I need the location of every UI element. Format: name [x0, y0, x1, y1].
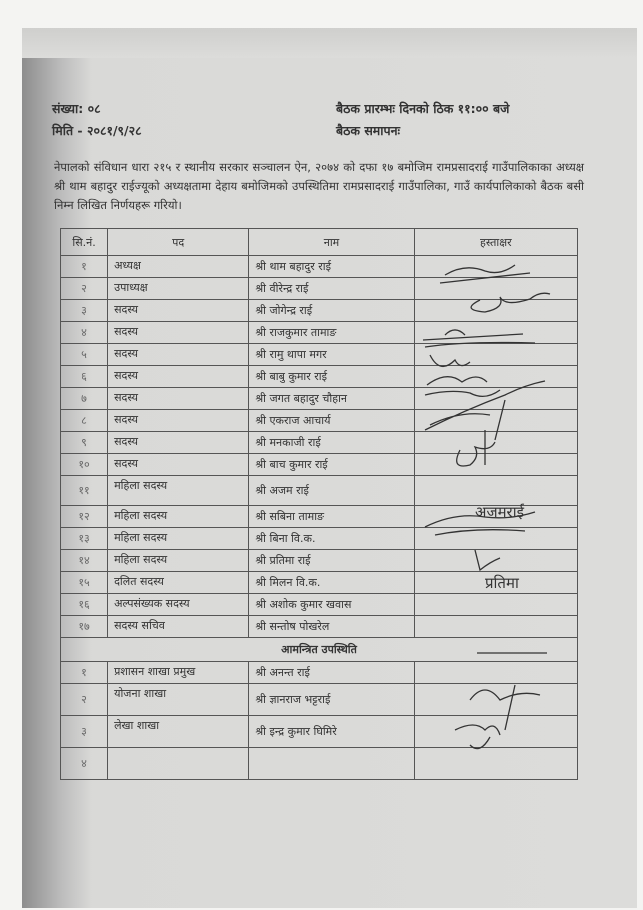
name-cell: श्री वीरेन्द्र राई [249, 278, 414, 300]
name-cell: श्री मनकाजी राई [249, 432, 414, 454]
table-row [61, 454, 578, 476]
table-row [61, 300, 578, 322]
name-cell: श्री सबिना तामाङ [249, 506, 414, 528]
position-cell: सदस्य [108, 300, 249, 322]
signature-cell [414, 300, 577, 322]
serial-cell: १० [61, 454, 108, 476]
position-cell: महिला सदस्य [108, 528, 249, 550]
serial-cell: ४ [61, 748, 108, 780]
table-row [61, 476, 578, 506]
table-row [61, 716, 578, 748]
name-cell: श्री बिना वि.क. [249, 528, 414, 550]
signature-cell [414, 278, 577, 300]
table-row [61, 550, 578, 572]
meeting-start: बैठक प्रारम्भः दिनको ठिक ११:०० बजे [336, 101, 510, 116]
table-row [61, 662, 578, 684]
name-cell: श्री इन्द्र कुमार घिमिरे [249, 716, 414, 748]
table-row [61, 572, 578, 594]
name-cell: श्री अनन्त राई [249, 662, 414, 684]
serial-cell: ८ [61, 410, 108, 432]
signature-cell [414, 528, 577, 550]
position-cell: योजना शाखा [108, 684, 249, 716]
table-row [61, 410, 578, 432]
table-row [61, 506, 578, 528]
signature-cell [414, 366, 577, 388]
serial-cell: ५ [61, 344, 108, 366]
signature-cell [414, 506, 577, 528]
signature-text-11: अजमराई [475, 503, 524, 521]
serial-cell: ७ [61, 388, 108, 410]
position-cell: अध्यक्ष [108, 256, 249, 278]
name-cell: श्री जोगेन्द्र राई [249, 300, 414, 322]
position-cell [108, 748, 249, 780]
name-cell [249, 748, 414, 780]
name-cell: श्री जगत बहादुर चौहान [249, 388, 414, 410]
signature-cell [414, 550, 577, 572]
position-cell: सदस्य [108, 322, 249, 344]
serial-cell: १२ [61, 506, 108, 528]
meeting-end: बैठक समापनः [336, 123, 401, 138]
serial-cell: १७ [61, 616, 108, 638]
signature-cell [414, 344, 577, 366]
table-row [61, 528, 578, 550]
signature-cell [414, 410, 577, 432]
name-cell: श्री थाम बहादुर राई [249, 256, 414, 278]
meeting-number: संख्या: ०८ [52, 101, 101, 116]
serial-cell: १५ [61, 572, 108, 594]
table-row [61, 344, 578, 366]
signature-cell [414, 572, 577, 594]
table-row [61, 278, 578, 300]
col-serial: सि.नं. [61, 229, 108, 256]
position-cell: महिला सदस्य [108, 550, 249, 572]
signature-cell [414, 256, 577, 278]
name-cell: श्री बाच कुमार राई [249, 454, 414, 476]
table-row [61, 256, 578, 278]
serial-cell: १ [61, 256, 108, 278]
signature-cell [414, 322, 577, 344]
meeting-date: मिति - २०८१/९/२८ [52, 123, 142, 138]
serial-cell: १६ [61, 594, 108, 616]
serial-cell: २ [61, 684, 108, 716]
position-cell: सदस्य [108, 388, 249, 410]
position-cell: महिला सदस्य [108, 506, 249, 528]
name-cell: श्री अजम राई [249, 476, 414, 506]
invited-section-title: आमन्त्रित उपस्थिति [61, 638, 578, 662]
signature-cell [414, 716, 577, 748]
section-row [61, 638, 578, 662]
name-cell: श्री रामु थापा मगर [249, 344, 414, 366]
position-cell: दलित सदस्य [108, 572, 249, 594]
col-position: पद [108, 229, 249, 256]
signature-cell [414, 748, 577, 780]
attendance-table [60, 228, 578, 780]
position-cell: महिला सदस्य [108, 476, 249, 506]
serial-cell: ४ [61, 322, 108, 344]
table-row [61, 616, 578, 638]
serial-cell: १ [61, 662, 108, 684]
serial-cell: ३ [61, 716, 108, 748]
name-cell: श्री ज्ञानराज भट्टराई [249, 684, 414, 716]
position-cell: सदस्य [108, 432, 249, 454]
table-row [61, 432, 578, 454]
intro-paragraph: नेपालको संविधान धारा २१५ र स्थानीय सरकार सञ्चालन ऐन, २०७४ को दफा १७ बमोजिम रामप्रसादराई गाउँपालिकाका अध्यक्ष श्री थाम बहादुर राईज्यूको अध्यक्षतामा देहाय बमोजिमको उपस्थितिमा रामप्रसादराई गाउँपालिका, गाउँ कार्यपालिकाको बैठक बसी निम्न लिखित निर्णयहरू गरियो। [54, 160, 584, 212]
serial-cell: १४ [61, 550, 108, 572]
serial-cell: ६ [61, 366, 108, 388]
col-name: नाम [249, 229, 414, 256]
table-row [61, 366, 578, 388]
table-row [61, 748, 578, 780]
signature-cell [414, 662, 577, 684]
serial-cell: ११ [61, 476, 108, 506]
name-cell: श्री बाबु कुमार राई [249, 366, 414, 388]
table-row [61, 594, 578, 616]
signature-cell [414, 454, 577, 476]
position-cell: अल्पसंख्यक सदस्य [108, 594, 249, 616]
name-cell: श्री एकराज आचार्य [249, 410, 414, 432]
position-cell: प्रशासन शाखा प्रमुख [108, 662, 249, 684]
serial-cell: ३ [61, 300, 108, 322]
table-row [61, 322, 578, 344]
signature-text-14: प्रतिमा [485, 574, 519, 592]
signature-cell [414, 476, 577, 506]
position-cell: सदस्य सचिव [108, 616, 249, 638]
serial-cell: २ [61, 278, 108, 300]
name-cell: श्री सन्तोष पोखरेल [249, 616, 414, 638]
signature-cell [414, 594, 577, 616]
name-cell: श्री मिलन वि.क. [249, 572, 414, 594]
table-row [61, 684, 578, 716]
signature-cell [414, 616, 577, 638]
signature-cell [414, 388, 577, 410]
scan-shadow [22, 28, 637, 58]
name-cell: श्री अशोक कुमार खवास [249, 594, 414, 616]
position-cell: सदस्य [108, 344, 249, 366]
position-cell: सदस्य [108, 454, 249, 476]
col-signature: हस्ताक्षर [414, 229, 577, 256]
name-cell: श्री प्रतिमा राई [249, 550, 414, 572]
serial-cell: ९ [61, 432, 108, 454]
position-cell: उपाध्यक्ष [108, 278, 249, 300]
position-cell: लेखा शाखा [108, 716, 249, 748]
signature-cell [414, 684, 577, 716]
position-cell: सदस्य [108, 366, 249, 388]
position-cell: सदस्य [108, 410, 249, 432]
serial-cell: १३ [61, 528, 108, 550]
table-row [61, 388, 578, 410]
name-cell: श्री राजकुमार तामाङ [249, 322, 414, 344]
signature-cell [414, 432, 577, 454]
